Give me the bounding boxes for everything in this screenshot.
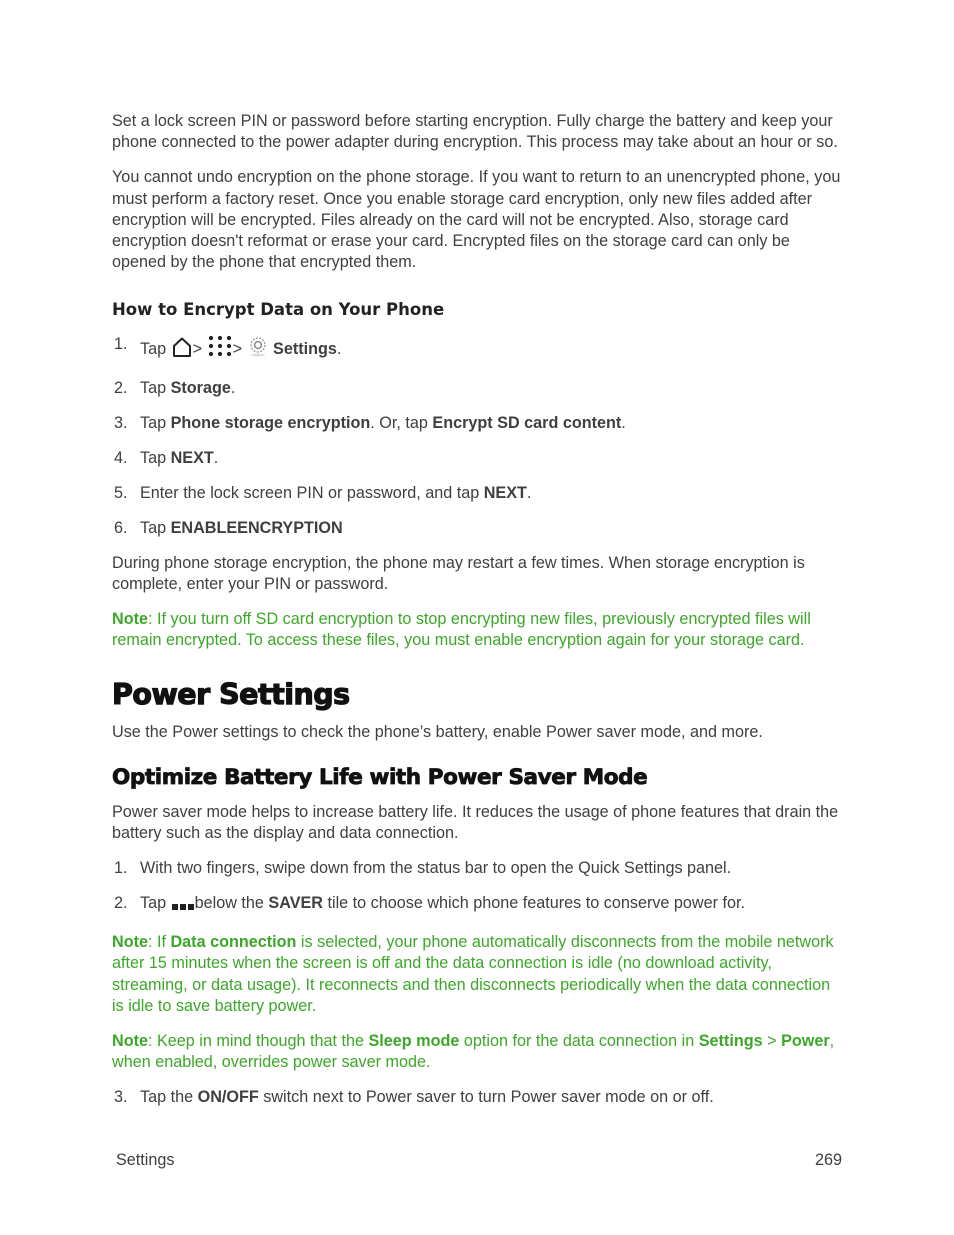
punct: . xyxy=(213,448,219,467)
intro-paragraph-1: Set a lock screen PIN or password before starting encryption. Fully charge the battery and keep your phone connected to the power adapter during encryption. This process may take about an hour or so. xyxy=(112,112,838,152)
note-label: Note xyxy=(112,1031,148,1050)
list-item xyxy=(112,483,844,504)
step-text: Enter the lock screen PIN or password, and tap xyxy=(140,483,480,502)
footer-section-name: Settings xyxy=(116,1151,175,1169)
footer-page-number: 269 xyxy=(814,1151,842,1169)
storage-label: Storage xyxy=(170,378,231,397)
step-number: 3. xyxy=(114,1088,128,1107)
list-item xyxy=(112,378,844,399)
saver-label: SAVER xyxy=(268,894,323,913)
note-paragraph xyxy=(112,1031,844,1074)
settings-label: Settings xyxy=(273,339,337,358)
note-label: Note xyxy=(112,933,148,952)
after-steps-paragraph: During phone storage encryption, the phone may restart a few times. When storage encryption is complete, enter your PIN or password. xyxy=(112,553,805,593)
step-text: Tap xyxy=(140,894,167,913)
list-item xyxy=(112,858,844,879)
list-item xyxy=(112,334,844,364)
list-item xyxy=(112,413,844,434)
step-text: With two fingers, swipe down from the status bar to open the Quick Settings panel. xyxy=(140,859,732,878)
section-title: Optimize Battery Life with Power Saver Mode xyxy=(112,764,648,790)
step-number: 5. xyxy=(114,483,128,502)
list-item xyxy=(112,518,844,539)
step-number: 1. xyxy=(114,859,128,878)
next-label: NEXT xyxy=(483,483,527,502)
section-intro-paragraph: Power saver mode helps to increase battery life. It reduces the usage of phone features that drain the battery such as the display and data connection. xyxy=(112,802,839,843)
more-dots-icon xyxy=(171,897,195,918)
step-text: . Or, tap xyxy=(370,413,428,432)
punct: . xyxy=(621,413,626,432)
enable-encryption-label: ENABLEENCRYPTION xyxy=(170,518,343,537)
list-item xyxy=(112,893,844,918)
home-icon xyxy=(171,336,193,364)
step-number: 4. xyxy=(114,448,128,467)
step-text: Tap xyxy=(140,339,167,358)
power-steps-list-continued xyxy=(112,1087,844,1108)
note-text: is selected, your phone automatically disconnects from the mobile network after 15 minutes when the screen is off and the data connection is idle (no download activity, streaming, or data usage). It reconnects and then disconnects periodically when the data connection is idle to save battery power. xyxy=(112,933,834,1015)
step-number: 3. xyxy=(114,413,128,432)
phone-storage-encryption-label: Phone storage encryption xyxy=(170,413,371,432)
step-text: Tap xyxy=(140,413,167,432)
step-text: Tap xyxy=(140,518,167,537)
settings-label: Settings xyxy=(698,1031,763,1050)
step-text: Tap xyxy=(140,378,167,397)
step-text: Tap xyxy=(140,448,167,467)
power-intro-paragraph: Use the Power settings to check the phone’s battery, enable Power saver mode, and more. xyxy=(112,722,763,741)
document-page xyxy=(112,111,844,1122)
step-text: Tap the xyxy=(140,1088,194,1107)
note-text: > xyxy=(767,1031,777,1050)
encrypt-steps-list xyxy=(112,334,844,539)
page-title: Power Settings xyxy=(112,677,350,711)
apps-grid-icon xyxy=(207,334,233,364)
note-text: : If you turn off SD card encryption to stop encrypting new files, previously encrypted files will remain encrypted. To access these files, you must enable encryption again for your storage card. xyxy=(112,609,811,650)
step-separator: > xyxy=(232,339,243,358)
next-label: NEXT xyxy=(170,448,214,467)
note-text: , when enabled, overrides power saver mode. xyxy=(112,1031,835,1072)
step-number: 2. xyxy=(114,894,128,913)
power-steps-list xyxy=(112,858,844,918)
note-paragraph xyxy=(112,609,844,652)
data-connection-label: Data connection xyxy=(170,933,297,952)
note-text: : Keep in mind though that the xyxy=(147,1031,364,1050)
list-item xyxy=(112,1087,844,1108)
sleep-mode-label: Sleep mode xyxy=(368,1031,460,1050)
note-text: option for the data connection in xyxy=(463,1031,695,1050)
step-number: 2. xyxy=(114,378,128,397)
punct: . xyxy=(336,339,342,358)
on-off-label: ON/OFF xyxy=(197,1088,259,1107)
note-text: : If xyxy=(147,933,166,952)
step-number: 6. xyxy=(114,518,128,537)
note-label: Note xyxy=(112,609,148,628)
step-text: below the xyxy=(194,894,264,913)
encrypt-sd-card-label: Encrypt SD card content xyxy=(432,413,622,432)
punct: . xyxy=(526,483,532,502)
list-item xyxy=(112,448,844,469)
punct: . xyxy=(230,378,236,397)
settings-gear-icon xyxy=(247,336,269,364)
intro-paragraph-2: You cannot undo encryption on the phone storage. If you want to return to an unencrypted phone, you must perform a factory reset. Once you enable storage card encryption, only new files added after encryption will be encrypted. Files already on the card will not be encrypted. Also, storage card encryption doesn't reformat or erase your card. Encrypted files on the storage card can only be opened by the phone that encrypted them. xyxy=(112,168,841,272)
step-text: switch next to Power saver to turn Power saver mode on or off. xyxy=(263,1088,714,1107)
encrypt-heading: How to Encrypt Data on Your Phone xyxy=(112,299,445,319)
step-text: tile to choose which phone features to conserve power for. xyxy=(327,894,746,913)
power-label: Power xyxy=(781,1031,830,1050)
step-number: 1. xyxy=(114,334,128,353)
step-separator: > xyxy=(192,339,203,358)
note-paragraph xyxy=(112,932,844,1017)
